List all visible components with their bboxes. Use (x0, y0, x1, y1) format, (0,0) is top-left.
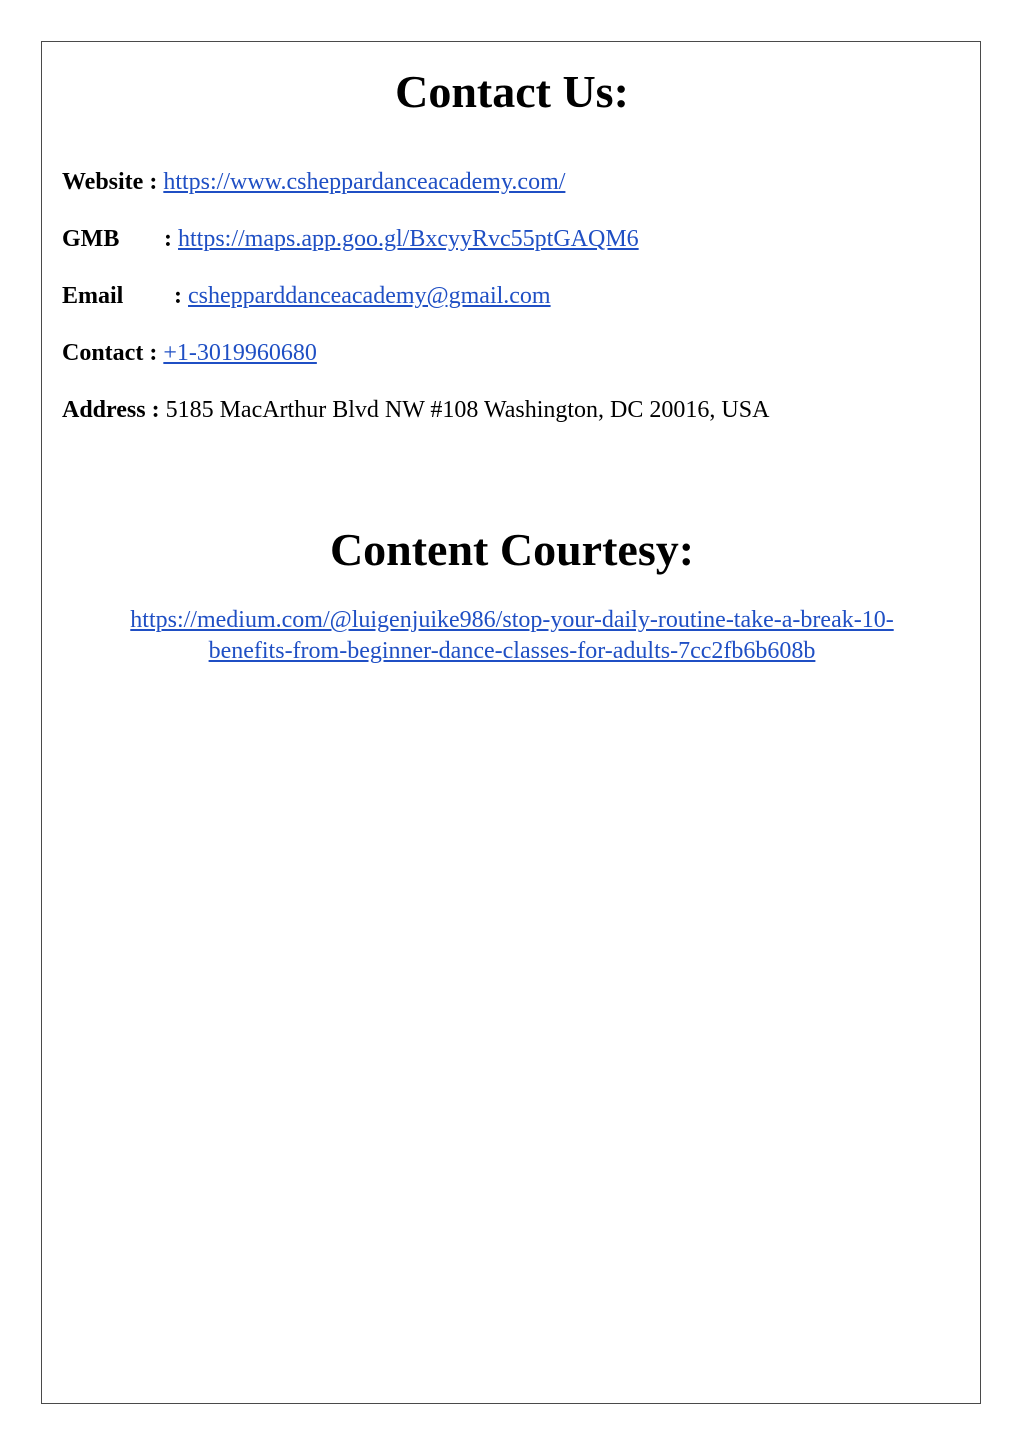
phone-row (62, 338, 317, 368)
phone-link[interactable]: +1-3019960680 (163, 340, 317, 366)
gmb-label: GMB (62, 226, 120, 252)
content-courtesy-heading: Content Courtesy: (329, 524, 695, 575)
address-row (62, 395, 769, 425)
email-label: Email (62, 283, 124, 309)
email-link[interactable]: cshepparddanceacademy@gmail.com (188, 283, 551, 309)
address-value: 5185 MacArthur Blvd NW #108 Washington, DC 20016, USA (165, 397, 770, 423)
website-link[interactable]: https://www.csheppardanceacademy.com/ (163, 169, 566, 195)
gmb-link[interactable]: https://maps.app.goo.gl/BxcyyRvc55ptGAQM6 (178, 226, 639, 252)
contact-us-heading: Contact Us: (395, 66, 629, 117)
website-row (62, 167, 565, 197)
gmb-row (62, 224, 639, 254)
courtesy-link-line-2[interactable]: benefits-from-beginner-dance-classes-for-adults-7cc2fb6b608b (208, 638, 816, 664)
email-row (62, 281, 551, 311)
gmb-separator: : (164, 226, 172, 252)
address-separator: : (151, 397, 160, 423)
email-separator: : (174, 283, 182, 309)
website-separator: : (149, 169, 158, 195)
phone-label: Contact (62, 340, 144, 366)
address-label: Address (62, 397, 146, 423)
courtesy-link-block (0, 605, 1024, 667)
courtesy-link-line-1[interactable]: https://medium.com/@luigenjuike986/stop-your-daily-routine-take-a-break-10- (130, 607, 894, 633)
phone-separator: : (149, 340, 158, 366)
website-label: Website (62, 169, 144, 195)
